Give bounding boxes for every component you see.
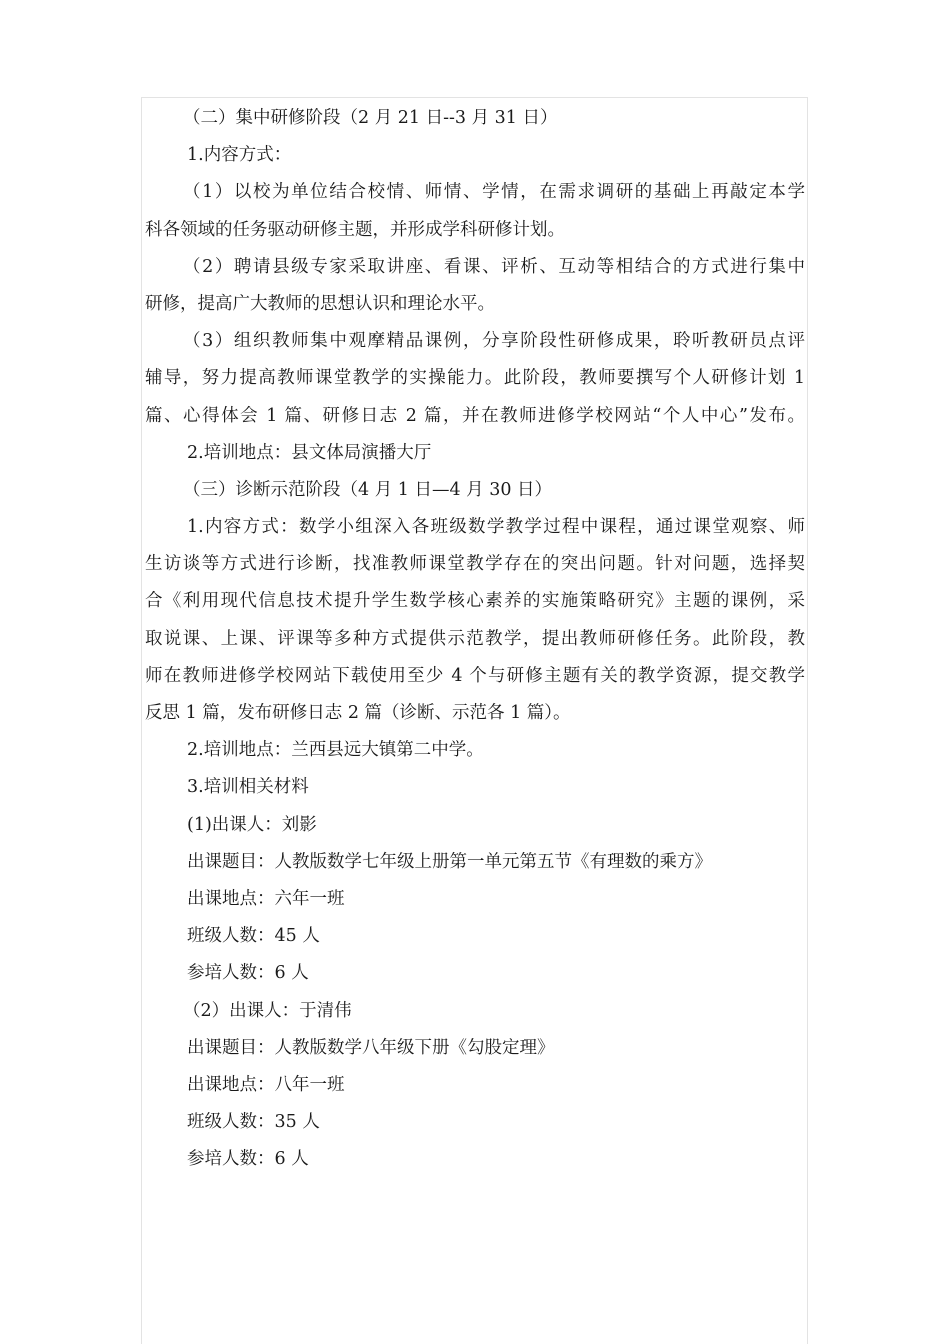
document-line: 合《利用现代信息技术提升学生数学核心素养的实施策略研究》主题的课例，采 xyxy=(145,591,805,612)
document-line: 1.内容方式： xyxy=(187,145,292,166)
document-line: 科各领域的任务驱动研修主题，并形成学科研修计划。 xyxy=(145,219,565,240)
document-line: 篇、心得体会 1 篇、研修日志 2 篇，并在教师进修学校网站“个人中心”发布。 xyxy=(145,405,805,426)
document-line: （3）组织教师集中观摩精品课例，分享阶段性研修成果，聆听教研员点评 xyxy=(183,331,805,352)
document-line: 3.培训相关材料 xyxy=(187,777,309,798)
document-line: 参培人数：6 人 xyxy=(187,1149,309,1170)
document-line: 反思 1 篇，发布研修日志 2 篇（诊断、示范各 1 篇）。 xyxy=(145,703,571,723)
document-line: （三）诊断示范阶段（4 月 1 日—4 月 30 日） xyxy=(183,479,553,500)
document-line: 班级人数：35 人 xyxy=(187,1112,320,1133)
document-line: （二）集中研修阶段（2 月 21 日--3 月 31 日） xyxy=(183,108,558,128)
document-line: （2）出课人：于清伟 xyxy=(183,1000,352,1021)
document-line: 生访谈等方式进行诊断，找准教师课堂教学存在的突出问题。针对问题，选择契 xyxy=(145,554,805,575)
document-line: （1）以校为单位结合校情、师情、学情，在需求调研的基础上再敲定本学 xyxy=(183,182,805,203)
document-line: 出课地点：八年一班 xyxy=(187,1074,345,1095)
document-line: 取说课、上课、评课等多种方式提供示范教学，提出教师研修任务。此阶段，教 xyxy=(145,628,805,649)
document-line: 师在教师进修学校网站下载使用至少 4 个与研修主题有关的教学资源，提交教学 xyxy=(145,665,805,686)
document-body xyxy=(145,100,805,1178)
document-line: 出课题目：人教版数学七年级上册第一单元第五节《有理数的乘方》 xyxy=(187,851,712,872)
document-line: (1)出课人：刘影 xyxy=(187,814,317,835)
document-line: 研修，提高广大教师的思想认识和理论水平。 xyxy=(145,293,495,314)
document-line: 辅导，努力提高教师课堂教学的实操能力。此阶段，教师要撰写个人研修计划 1 xyxy=(145,368,805,389)
document-line: 参培人数：6 人 xyxy=(187,963,309,984)
document-line: 2.培训地点：兰西县远大镇第二中学。 xyxy=(187,740,484,761)
document-line: 2.培训地点：县文体局演播大厅 xyxy=(187,442,432,463)
document-line: 出课地点：六年一班 xyxy=(187,888,345,909)
document-line: 出课题目：人教版数学八年级下册《勾股定理》 xyxy=(187,1037,555,1058)
document-line: （2）聘请县级专家采取讲座、看课、评析、互动等相结合的方式进行集中 xyxy=(183,256,805,277)
document-line: 1.内容方式：数学小组深入各班级数学教学过程中课程，通过课堂观察、师 xyxy=(187,517,805,538)
document-line: 班级人数：45 人 xyxy=(187,926,320,947)
